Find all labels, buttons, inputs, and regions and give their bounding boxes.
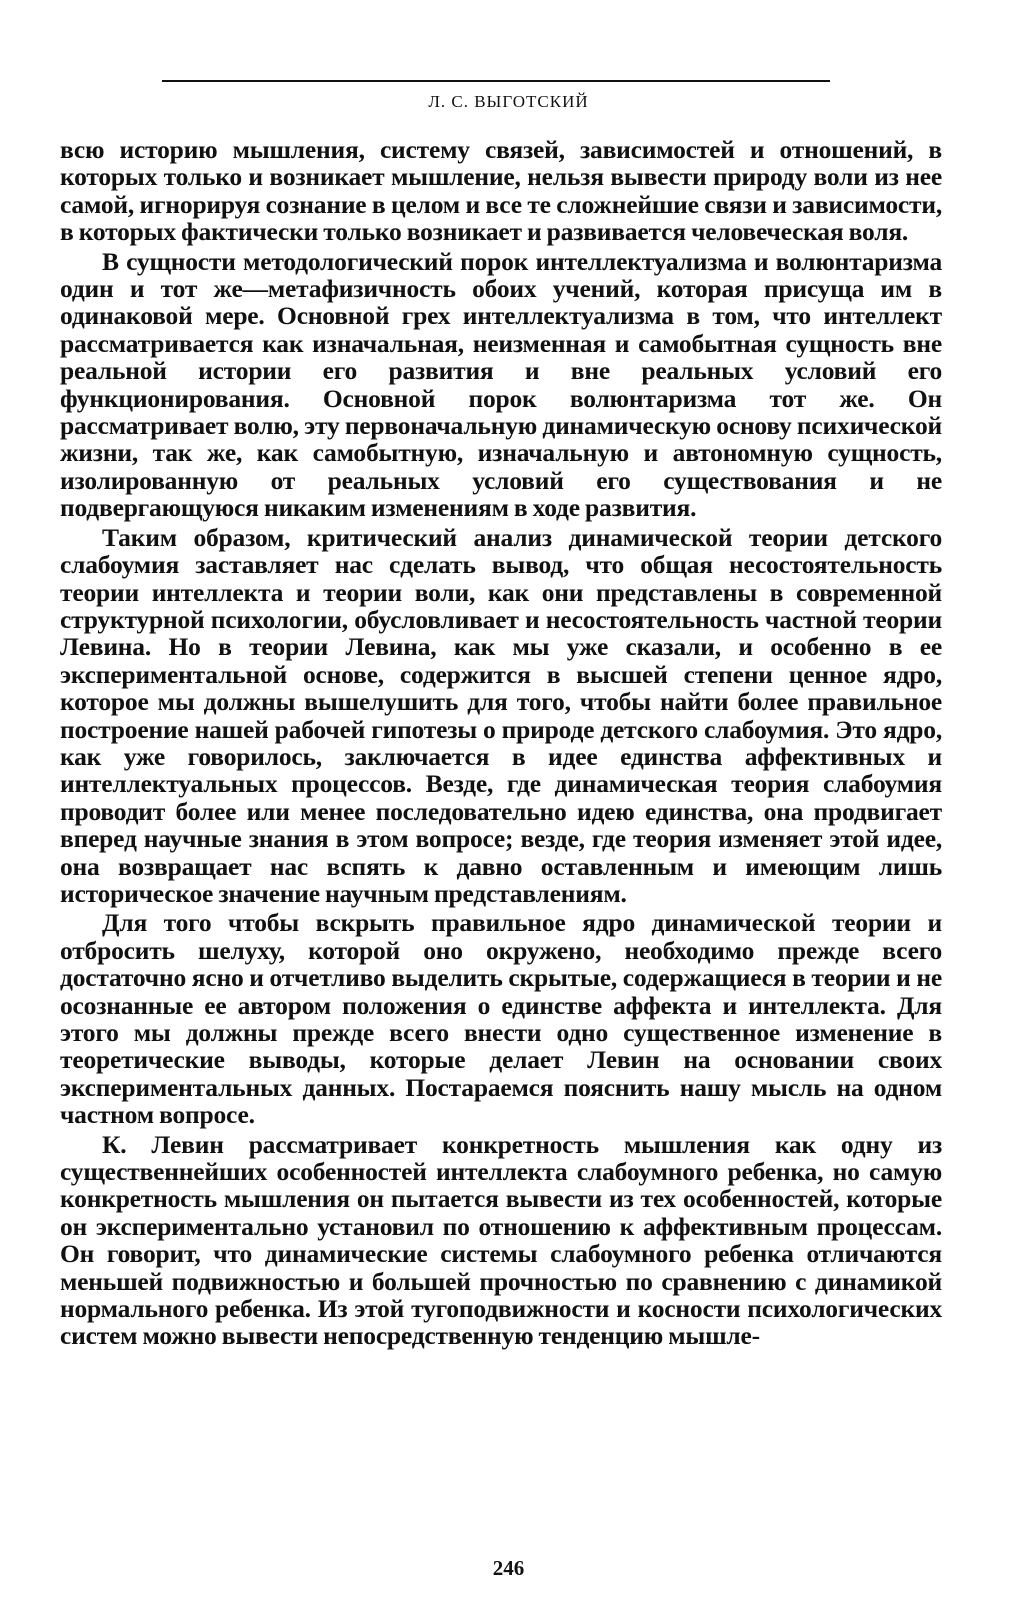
header-rule — [162, 80, 830, 82]
paragraph: В сущности методологический порок интеллектуализма и волюнтаризма один и тот же—метафизичность обоих учений, которая присуща им в одинаковой мере. Основной грех интеллектуализма в том, что интеллект рассматривается как изначальная, неизменная и самобытная сущность вне реальной истории его развития и вне реальных условий его функционирования. Основной порок волюнтаризма тот же. Он рассматривает волю, эту первоначальную динамическую основу психической жизни, так же, как самобытную, изначальную и автономную сущность, изолированную от реальных условий его существования и не подвергающуюся никаким изменениям в ходе развития. — [60, 246, 942, 523]
paragraph: Таким образом, критический анализ динамической теории детского слабоумия заставляет нас сделать вывод, что общая несостоятельность теории интеллекта и теории воли, как они представлены в современной структурной психологии, обусловливает и несостоятельность частной теории Левина. Но в теории Левина, как мы уже сказали, и особенно в ее экспериментальной основе, содержится в высшей степени ценное ядро, которое мы должны вышелушить для того, чтобы найти более правильное построение нашей рабочей гипотезы о природе детского слабоумия. Это ядро, как уже говорилось, заключается в идее единства аффективных и интеллектуальных процессов. Везде, где динамическая теория слабоумия проводит более или менее последовательно идею единства, она продвигает вперед научные знания в этом вопросе; везде, где теория изменяет этой идее, она возвращает нас вспять к давно оставленным и имеющим лишь историческое значение научным представлениям. — [60, 522, 942, 908]
body-text — [60, 136, 942, 1350]
paragraph-continuation: всю историю мышления, систему связей, зависимостей и отношений, в которых только и возникает мышление, нельзя вывести природу воли из нее самой, игнорируя сознание в целом и все те сложнейшие связи и зависимости, в которых фактически только возникает и развивается человеческая воля. — [60, 135, 942, 247]
running-head: Л. С. ВЫГОТСКИЙ — [428, 92, 589, 111]
page-number: 246 — [492, 1556, 525, 1580]
paragraph: Для того чтобы вскрыть правильное ядро динамической теории и отбросить шелуху, которой оно окружено, необходимо прежде всего достаточно ясно и отчетливо выделить скрытые, содержащиеся в теории и не осознанные ее автором положения о единстве аффекта и интеллекта. Для этого мы должны прежде всего внести одно существенное изменение в теоретические выводы, которые делает Левин на основании своих экспериментальных данных. Постараемся пояснить нашу мысль на одном частном вопросе. — [60, 908, 942, 1130]
paragraph: К. Левин рассматривает конкретность мышления как одну из существеннейших особенностей интеллекта слабоумного ребенка, но самую конкретность мышления он пытается вывести из тех особенностей, которые он экспериментально установил по отношению к аффективным процессам. Он говорит, что динамические системы слабоумного ребенка отличаются меньшей подвижностью и большей прочностью по сравнению с динамикой нормального ребенка. Из этой тугоподвижности и косности психологических систем можно вывести непосредственную тенденцию мышле- — [60, 1129, 942, 1351]
